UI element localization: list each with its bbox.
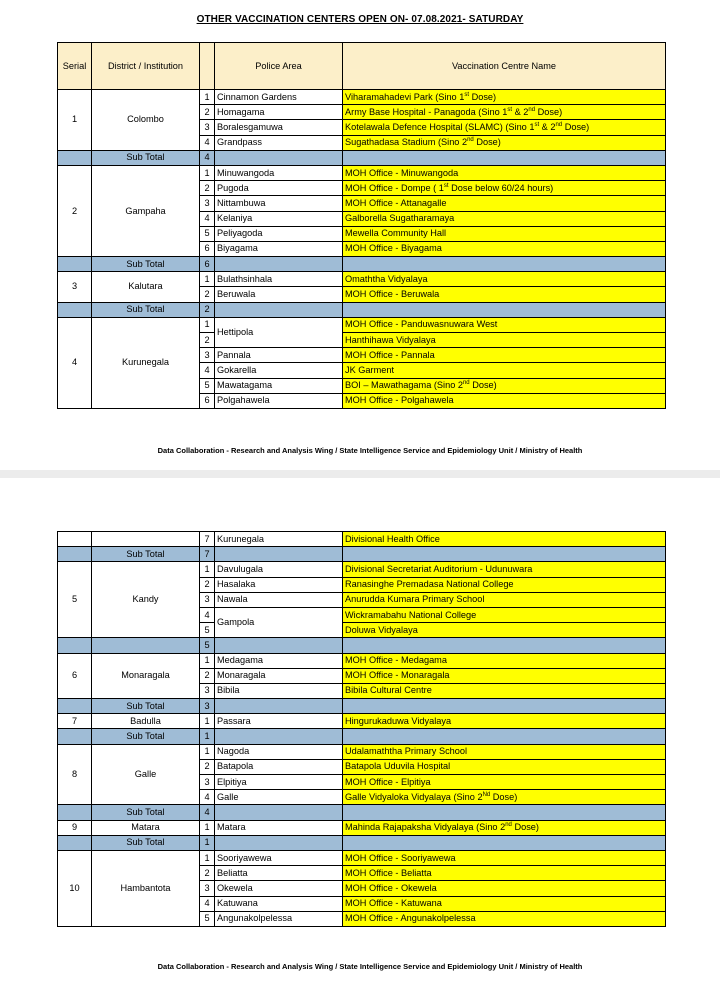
district-cell: Galle [92, 744, 200, 805]
subtotal-value: 4 [200, 150, 215, 165]
header-number [200, 43, 215, 90]
police-area-cell: Sooriyawewa [215, 850, 343, 865]
subtotal-value: 4 [200, 805, 215, 820]
centre-cell: Divisional Secretariat Auditorium - Udunuwara [343, 562, 666, 577]
subtotal-row [58, 150, 666, 165]
police-area-cell: Monaragala [215, 668, 343, 683]
row-number: 5 [200, 911, 215, 926]
serial-cell: 1 [58, 90, 92, 151]
police-area-cell: Davulugala [215, 562, 343, 577]
centre-cell: MOH Office - Monaragala [343, 668, 666, 683]
row-number: 4 [200, 607, 215, 622]
centre-cell: Batapola Uduvila Hospital [343, 759, 666, 774]
district-cell: Colombo [92, 90, 200, 151]
centre-cell: Omaththa Vidyalaya [343, 272, 666, 287]
table-row [58, 850, 666, 865]
centre-cell: Divisional Health Office [343, 532, 666, 547]
row-number: 1 [200, 850, 215, 865]
police-area-cell: Nagoda [215, 744, 343, 759]
serial-cell: 8 [58, 744, 92, 805]
row-number: 2 [200, 181, 215, 196]
subtotal-value: 2 [200, 302, 215, 317]
centre-cell: MOH Office - Pannala [343, 348, 666, 363]
subtotal-label: Sub Total [92, 302, 200, 317]
police-area-cell: Nawala [215, 592, 343, 607]
centre-cell: Mahinda Rajapaksha Vidyalaya (Sino 2nd Dose) [343, 820, 666, 835]
centre-cell: MOH Office - Sooriyawewa [343, 850, 666, 865]
police-area-cell: Beruwala [215, 287, 343, 302]
police-area-cell: Pugoda [215, 181, 343, 196]
table-row [58, 653, 666, 668]
subtotal-label: Sub Total [92, 547, 200, 562]
subtotal-row [58, 835, 666, 850]
row-number: 2 [200, 866, 215, 881]
row-number: 2 [200, 333, 215, 348]
centre-cell: MOH Office - Biyagama [343, 241, 666, 256]
vaccination-table-page-1 [57, 42, 666, 409]
subtotal-row [58, 805, 666, 820]
police-area-cell: Gokarella [215, 363, 343, 378]
row-number: 3 [200, 683, 215, 698]
police-area-cell: Bulathsinhala [215, 272, 343, 287]
subtotal-label: Sub Total [92, 257, 200, 272]
centre-cell: Doluwa Vidyalaya [343, 623, 666, 638]
subtotal-label: Sub Total [92, 729, 200, 744]
row-number: 1 [200, 317, 215, 332]
row-number: 3 [200, 775, 215, 790]
table-row [58, 165, 666, 180]
centre-cell: Hanthihawa Vidyalaya [343, 333, 666, 348]
district-cell: Kurunegala [92, 317, 200, 408]
police-area-cell: Nittambuwa [215, 196, 343, 211]
centre-cell: Galle Vidyaloka Vidyalaya (Sino 2Nd Dose) [343, 790, 666, 805]
subtotal-row [58, 547, 666, 562]
centre-cell: Army Base Hospital - Panagoda (Sino 1st & 2nd Dose) [343, 105, 666, 120]
subtotal-row [58, 729, 666, 744]
centre-cell: Ranasinghe Premadasa National College [343, 577, 666, 592]
row-number: 1 [200, 165, 215, 180]
document-page-1 [0, 0, 720, 470]
table-row [58, 90, 666, 105]
page-footer: Data Collaboration - Research and Analysis Wing / State Intelligence Service and Epidemiology Unit / Ministry of Health [157, 962, 583, 971]
police-area-cell: Okewela [215, 881, 343, 896]
row-number: 3 [200, 592, 215, 607]
document-page-2 [0, 478, 720, 990]
police-area-cell: Angunakolpelessa [215, 911, 343, 926]
police-area-cell: Batapola [215, 759, 343, 774]
header-centre-name: Vaccination Centre Name [343, 43, 666, 90]
centre-cell: MOH Office - Attanagalle [343, 196, 666, 211]
subtotal-value: 6 [200, 257, 215, 272]
police-area-cell: Medagama [215, 653, 343, 668]
district-cell: Badulla [92, 714, 200, 729]
subtotal-value: 1 [200, 729, 215, 744]
centre-cell: Bibila Cultural Centre [343, 683, 666, 698]
table-row [58, 272, 666, 287]
police-area-cell: Minuwangoda [215, 165, 343, 180]
subtotal-label: Sub Total [92, 835, 200, 850]
serial-cell: 7 [58, 714, 92, 729]
centre-cell: MOH Office - Elpitiya [343, 775, 666, 790]
police-area-cell: Bibila [215, 683, 343, 698]
row-number: 4 [200, 211, 215, 226]
police-area-cell: Katuwana [215, 896, 343, 911]
police-area-cell: Beliatta [215, 866, 343, 881]
centre-cell: Udalamaththa Primary School [343, 744, 666, 759]
row-number: 1 [200, 653, 215, 668]
centre-cell: Kotelawala Defence Hospital (SLAMC) (Sino 1st & 2nd Dose) [343, 120, 666, 135]
centre-cell: Hingurukaduwa Vidyalaya [343, 714, 666, 729]
row-number: 4 [200, 896, 215, 911]
centre-cell: MOH Office - Beruwala [343, 287, 666, 302]
centre-cell: JK Garment [343, 363, 666, 378]
centre-cell: MOH Office - Katuwana [343, 896, 666, 911]
district-cell: Kalutara [92, 272, 200, 302]
centre-cell: Mewella Community Hall [343, 226, 666, 241]
row-number: 6 [200, 241, 215, 256]
row-number: 1 [200, 562, 215, 577]
row-number: 7 [200, 532, 215, 547]
row-number: 4 [200, 363, 215, 378]
police-area-cell: Gampola [215, 607, 343, 637]
district-cell: Monaragala [92, 653, 200, 699]
district-cell: Gampaha [92, 165, 200, 256]
row-number: 5 [200, 378, 215, 393]
table-header-row [58, 43, 666, 90]
header-serial: Serial [58, 43, 92, 90]
row-number: 2 [200, 577, 215, 592]
row-number: 3 [200, 348, 215, 363]
subtotal-label: Sub Total [92, 699, 200, 714]
police-area-cell: Galle [215, 790, 343, 805]
subtotal-row [58, 302, 666, 317]
centre-cell: MOH Office - Minuwangoda [343, 165, 666, 180]
centre-cell: MOH Office - Angunakolpelessa [343, 911, 666, 926]
row-number: 1 [200, 714, 215, 729]
centre-cell: MOH Office - Dompe ( 1st Dose below 60/24 hours) [343, 181, 666, 196]
table-row [58, 532, 666, 547]
police-area-cell: Kelaniya [215, 211, 343, 226]
district-cell: Hambantota [92, 850, 200, 926]
row-number: 3 [200, 120, 215, 135]
row-number: 2 [200, 287, 215, 302]
police-area-cell: Boralesgamuwa [215, 120, 343, 135]
row-number: 4 [200, 135, 215, 150]
row-number: 1 [200, 272, 215, 287]
vaccination-table-page-2 [57, 531, 666, 927]
table-row [58, 714, 666, 729]
page-footer: Data Collaboration - Research and Analysis Wing / State Intelligence Service and Epidemiology Unit / Ministry of Health [157, 446, 583, 455]
subtotal-value: 3 [200, 699, 215, 714]
table-row [58, 744, 666, 759]
row-number: 2 [200, 668, 215, 683]
centre-cell: MOH Office - Panduwasnuwara West [343, 317, 666, 332]
subtotal-value: 7 [200, 547, 215, 562]
page-divider [0, 470, 720, 478]
police-area-cell: Mawatagama [215, 378, 343, 393]
police-area-cell: Passara [215, 714, 343, 729]
police-area-cell: Elpitiya [215, 775, 343, 790]
police-area-cell: Kurunegala [215, 532, 343, 547]
police-area-cell: Hettipola [215, 317, 343, 347]
police-area-cell: Peliyagoda [215, 226, 343, 241]
centre-cell: Anurudda Kumara Primary School [343, 592, 666, 607]
header-police-area: Police Area [215, 43, 343, 90]
table-row [58, 562, 666, 577]
police-area-cell: Biyagama [215, 241, 343, 256]
police-area-cell: Homagama [215, 105, 343, 120]
centre-cell: Sugathadasa Stadium (Sino 2nd Dose) [343, 135, 666, 150]
table-row [58, 317, 666, 332]
row-number: 4 [200, 790, 215, 805]
centre-cell: Viharamahadevi Park (Sino 1st Dose) [343, 90, 666, 105]
centre-cell: MOH Office - Medagama [343, 653, 666, 668]
serial-cell: 6 [58, 653, 92, 699]
centre-cell: MOH Office - Beliatta [343, 866, 666, 881]
centre-cell: MOH Office - Okewela [343, 881, 666, 896]
serial-cell: 4 [58, 317, 92, 408]
subtotal-row [58, 699, 666, 714]
subtotal-value: 1 [200, 835, 215, 850]
row-number: 1 [200, 820, 215, 835]
police-area-cell: Matara [215, 820, 343, 835]
serial-cell: 5 [58, 562, 92, 638]
police-area-cell: Pannala [215, 348, 343, 363]
row-number: 5 [200, 623, 215, 638]
police-area-cell: Hasalaka [215, 577, 343, 592]
subtotal-label: Sub Total [92, 805, 200, 820]
serial-cell: 3 [58, 272, 92, 302]
page-title: OTHER VACCINATION CENTERS OPEN ON- 07.08.2021- SATURDAY [196, 14, 524, 25]
serial-cell: 10 [58, 850, 92, 926]
police-area-cell: Polgahawela [215, 393, 343, 408]
serial-cell: 9 [58, 820, 92, 835]
subtotal-value: 5 [200, 638, 215, 653]
header-district: District / Institution [92, 43, 200, 90]
table-row [58, 820, 666, 835]
row-number: 1 [200, 90, 215, 105]
row-number: 2 [200, 759, 215, 774]
row-number: 3 [200, 881, 215, 896]
subtotal-row [58, 257, 666, 272]
row-number: 1 [200, 744, 215, 759]
row-number: 2 [200, 105, 215, 120]
police-area-cell: Cinnamon Gardens [215, 90, 343, 105]
subtotal-row [58, 638, 666, 653]
row-number: 3 [200, 196, 215, 211]
police-area-cell: Grandpass [215, 135, 343, 150]
subtotal-label: Sub Total [92, 150, 200, 165]
row-number: 6 [200, 393, 215, 408]
centre-cell: MOH Office - Polgahawela [343, 393, 666, 408]
district-cell: Matara [92, 820, 200, 835]
serial-cell: 2 [58, 165, 92, 256]
row-number: 5 [200, 226, 215, 241]
centre-cell: Wickramabahu National College [343, 607, 666, 622]
centre-cell: BOI – Mawathagama (Sino 2nd Dose) [343, 378, 666, 393]
district-cell: Kandy [92, 562, 200, 638]
centre-cell: Galborella Sugatharamaya [343, 211, 666, 226]
